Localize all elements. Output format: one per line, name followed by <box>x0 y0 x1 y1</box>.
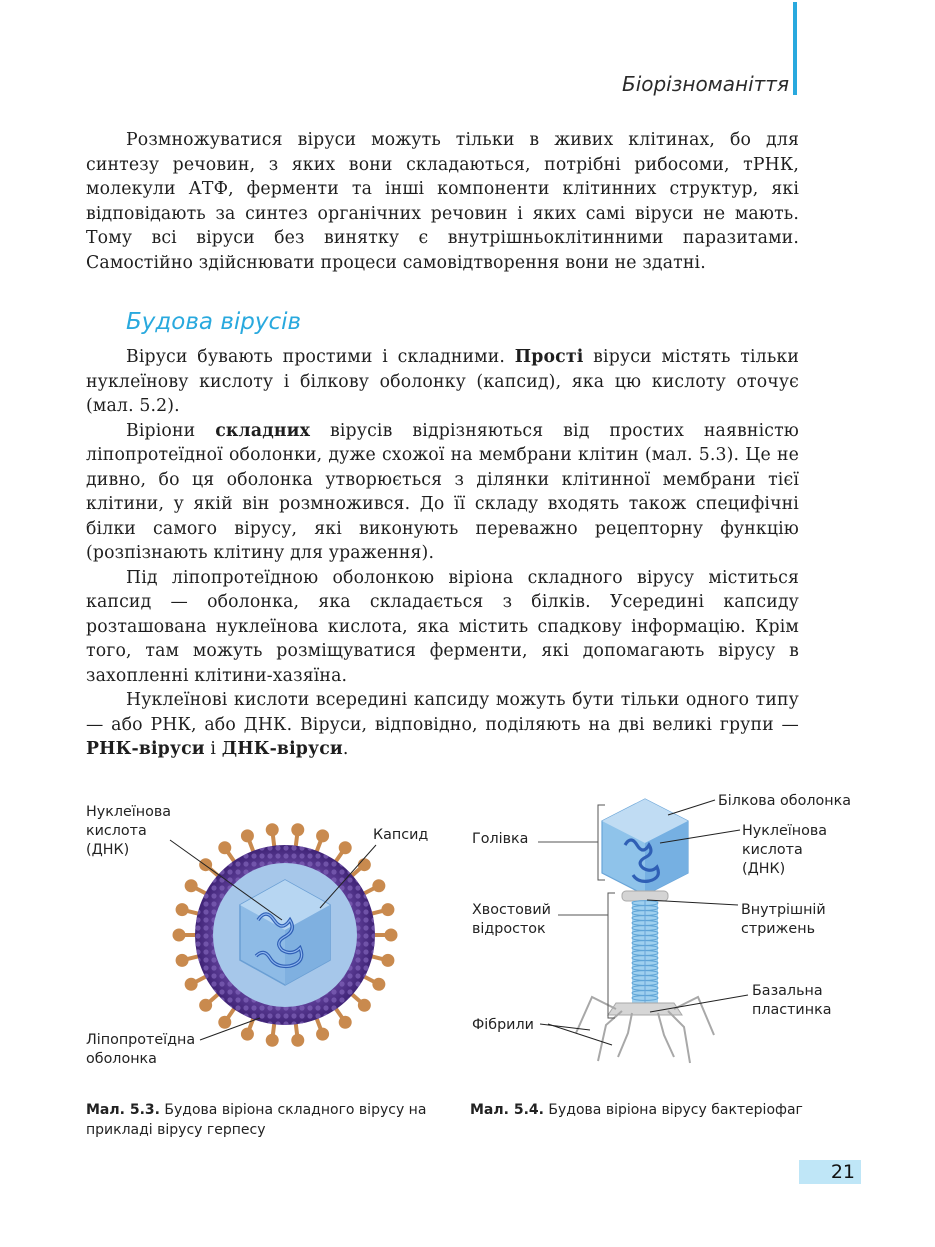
paragraph-4: Під ліпопротеїдною оболонкою віріона складного вірусу міститься капсид — оболонка, яка складається з білків. Усередині капсиду розташована нуклеїнова кислота, яка містить спадкову інформацію. Крім того, там можуть розміщуватися ферменти, які допомагають вірусу в захопленні клітини-хазяїна. <box>86 567 799 686</box>
fig53-label-nucleic-acid: Нуклеїнова кислота (ДНК) <box>86 804 172 858</box>
running-header: Біорізноманіття <box>621 72 789 96</box>
fig53-label-envelope: Ліпопротеїдна оболонка <box>86 1032 196 1067</box>
fig54-label-nucleic-acid: Нуклеїнова кислота (ДНК) <box>742 823 828 877</box>
paragraph-5: Нуклеїнові кислоти всередині капсиду можуть бути тільки одного типу — або РНК, або ДНК. Віруси, відповідно, поділяють на дві великі групи — РНК-віруси і ДНК-віруси. <box>86 690 799 759</box>
page-number: 21 <box>799 1160 861 1184</box>
fig54-label-head: Голівка <box>472 831 529 847</box>
fig54-label-protein-coat: Білкова оболонка <box>718 793 851 809</box>
fig54-label-tail: Хвостовий відросток <box>472 902 551 937</box>
fig54-label-core: Внутрішній стрижень <box>741 902 826 937</box>
fig53-caption: Мал. 5.3. Будова віріона складного вірусу на прикладі вірусу герпесу <box>86 1102 427 1138</box>
paragraph-2: Віруси бувають простими і складними. Прості віруси містять тільки нуклеїнову кислоту і білкову оболонку (капсид), яка цю кислоту оточує (мал. 5.2). <box>86 347 799 416</box>
fig54-caption: Мал. 5.4. Будова віріона вірусу бактеріофаг <box>470 1102 803 1118</box>
paragraph-1: Розмножуватися віруси можуть тільки в живих клітинах, бо для синтезу речовин, з яких вони складаються, потрібні рибосоми, тРНК, молекули АТФ, ферменти та інші компоненти клітинних структур, які відповідають за синтез органічних речовин і яких самі віруси не мають. Тому всі віруси без винятку є внутрішньоклітинними паразитами. Самостійно здійснювати процеси самовідтворення вони не здатні. <box>86 130 799 273</box>
fig54-label-fibers: Фібрили <box>472 1017 534 1033</box>
paragraph-3: Віріони складних вірусів відрізняються від простих наявністю ліпопротеїдної оболонки, дуже схожої на мембрани клітин (мал. 5.3). Це не дивно, бо ця оболонка утворюється з ділянки клітинної мембрани тієї клітини, у якій він розмножився. До її складу входять також специфічні білки самого вірусу, які виконують переважно рецепторну функцію (розпізнають клітину для ураження). <box>86 420 799 563</box>
section-heading: Будова вірусів <box>126 309 302 335</box>
fig53-label-capsid: Капсид <box>373 827 429 843</box>
fig54-label-baseplate: Базальна пластинка <box>752 983 832 1018</box>
